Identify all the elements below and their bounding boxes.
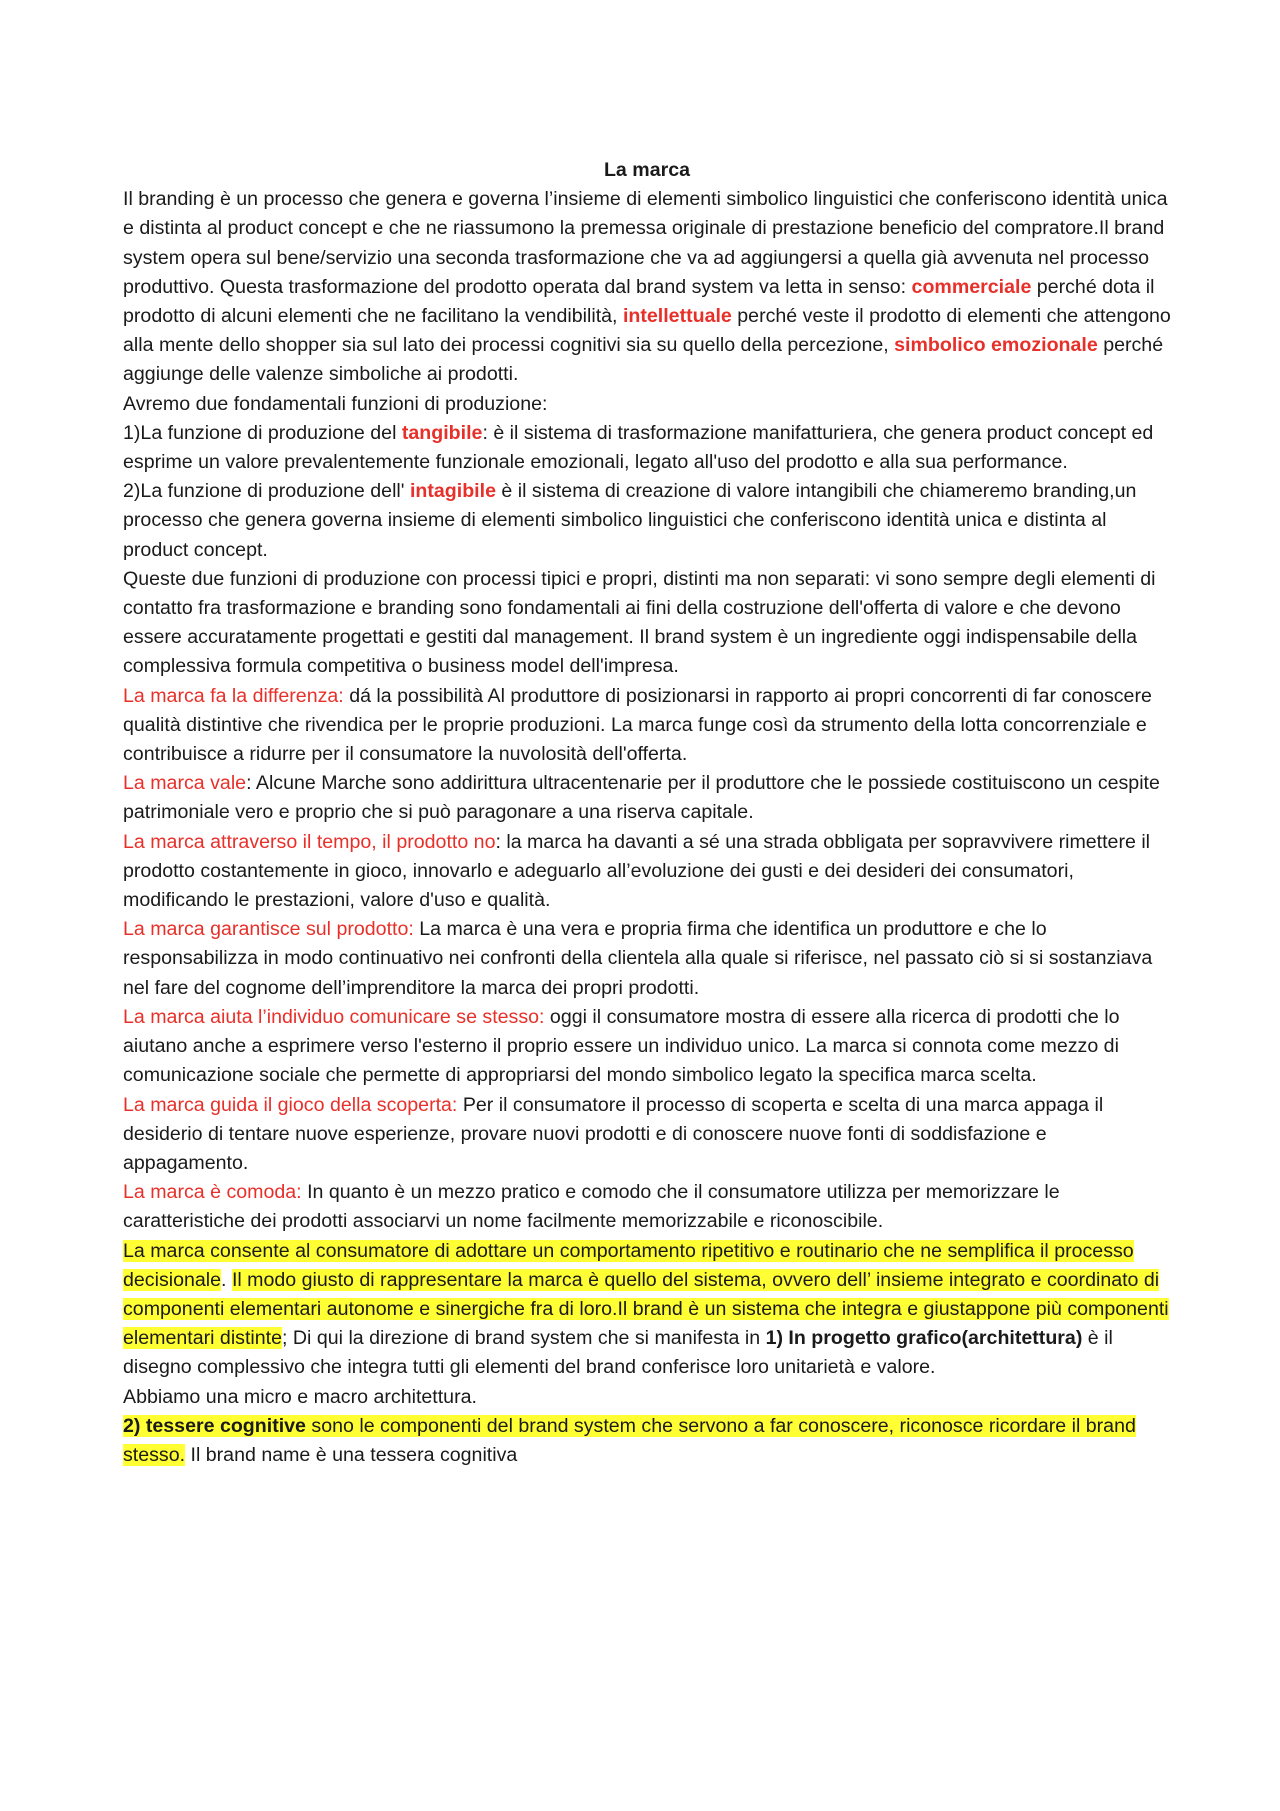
paragraph-vale xyxy=(123,769,1171,827)
heading-garantisce: La marca garantisce sul prodotto: xyxy=(123,918,414,941)
paragraph-tempo xyxy=(123,828,1171,916)
text: perché aggiunge delle valenze simboliche ai prodotti. xyxy=(123,334,1164,386)
text: 2)La funzione di produzione dell' xyxy=(123,480,410,503)
heading-comoda: La marca è comoda: xyxy=(123,1181,302,1204)
text: Per il consumatore il processo di scoperta e scelta di una marca appaga il desiderio di tentare nuove esperienze, provare nuovi prodotti e di conoscere nuove fonti di soddisfazione e appagamento. xyxy=(123,1093,1104,1174)
keyword-commerciale: commerciale xyxy=(911,275,1032,298)
text: . xyxy=(221,1268,232,1291)
keyword-intellettuale: intellettuale xyxy=(622,305,732,328)
paragraph-intro xyxy=(123,185,1171,389)
highlight-sistema: Il modo giusto di rappresentare la marca è quello del sistema, ovvero dell’ insieme integrato e coordinato di componenti elementari autonome e sinergiche fra di loro.Il brand è un sistema che integra e giustappone più componenti elementari distinte xyxy=(123,1268,1169,1350)
text: perché veste il prodotto di elementi che attengono alla mente dello shopper sia sul lato dei processi cognitivi sia su quello della percezione, xyxy=(123,305,1171,357)
highlight-tessere: sono le componenti del brand system che servono a far conoscere, riconosce ricordare il brand stesso. xyxy=(123,1414,1136,1466)
document-page xyxy=(123,156,1171,1470)
bold-tessere-cognitive: 2) tessere cognitive xyxy=(123,1414,306,1437)
keyword-simbolico-emozionale: simbolico emozionale xyxy=(894,334,1098,357)
text: 1)La funzione di produzione del xyxy=(123,421,402,444)
keyword-tangibile: tangibile xyxy=(401,421,483,444)
keyword-intagibile: intagibile xyxy=(409,480,496,503)
text: dá la possibilità Al produttore di posizionarsi in rapporto ai propri concorrenti di far conoscere qualità distintive che rivendica per le proprie produzioni. La marca funge così da strumento della lotta concorrenziale e contribuisce a ridurre per il consumatore la nuvolosità dell'offerta. xyxy=(123,684,1152,766)
text: oggi il consumatore mostra di essere alla ricerca di prodotti che lo aiutano anche a esprimere verso l'esterno il proprio essere un individuo unico. La marca si connota come mezzo di comunicazione sociale che permette di appropriarsi del mondo simbolico legato la specifica marca scelta. xyxy=(123,1005,1120,1087)
text: La marca è una vera e propria firma che identifica un produttore e che lo responsabilizza in modo continuativo nei confronti della clientela alla quale si riferisce, nel passato ciò si si sostanziava nel fare del cognome dell’imprenditore la marca dei propri prodotti. xyxy=(123,918,1153,999)
highlight-comportamento: La marca consente al consumatore di adottare un comportamento ripetitivo e routinario che ne semplifica il processo decisionale xyxy=(123,1239,1134,1291)
text: : la marca ha davanti a sé una strada obbligata per sopravvivere rimettere il prodotto costantemente in gioco, innovarlo e adeguarlo all’evoluzione dei gusti e dei desideri dei consumatori, modificando le prestazioni, valore d'uso e qualità. xyxy=(123,830,1151,912)
paragraph-comoda xyxy=(123,1178,1171,1236)
paragraph-architettura: Abbiamo una micro e macro architettura. xyxy=(123,1385,477,1408)
heading-vale: La marca vale xyxy=(123,772,247,795)
heading-differenza: La marca fa la differenza: xyxy=(123,684,344,707)
text: perché dota il prodotto di alcuni elementi che ne facilitano la vendibilità, xyxy=(123,275,1155,328)
page-title: La marca xyxy=(603,159,691,181)
paragraph-intangibile xyxy=(123,477,1171,565)
text: è il disegno complessivo che integra tutti gli elementi del brand conferisce loro unitarietà e valore. xyxy=(123,1327,1113,1379)
text: Il brand name è una tessera cognitiva xyxy=(185,1443,518,1466)
heading-tempo: La marca attraverso il tempo, il prodotto no xyxy=(123,830,496,853)
paragraph-garantisce xyxy=(123,915,1171,1003)
text: : Alcune Marche sono addirittura ultracentenarie per il produttore che le possiede costituiscono un cespite patrimoniale vero e proprio che si può paragonare a una riserva capitale. xyxy=(123,772,1160,824)
text: : è il sistema di trasformazione manifatturiera, che genera product concept ed esprime un valore prevalentemente funzionale emozionali, legato all'uso del prodotto e alla sua performance. xyxy=(123,421,1154,474)
paragraph-functions: Avremo due fondamentali funzioni di produzione: xyxy=(123,392,548,415)
paragraph-tangibile xyxy=(123,419,1171,477)
heading-comunicare: La marca aiuta l’individuo comunicare se stesso: xyxy=(123,1005,545,1028)
text: ; Di qui la direzione di brand system che si manifesta in xyxy=(282,1327,766,1350)
paragraph-tessere xyxy=(123,1412,1171,1470)
text: Il branding è un processo che genera e governa l’insieme di elementi simbolico linguistici che conferiscono identità unica e distinta al product concept e che ne riassumono la premessa originale di prestazione beneficio del compratore.Il brand system opera sul bene/servizio una seconda trasformazione che va ad aggiungersi a quella già avvenuta nel processo produttivo. Questa trasformazione del prodotto operata dal brand system va letta in senso: xyxy=(123,188,1168,298)
paragraph-two-functions: Queste due funzioni di produzione con processi tipici e propri, distinti ma non separati: vi sono sempre degli elementi di contatto fra trasformazione e branding sono fondamentali ai fini della costruzione dell'offerta di valore e che devono essere accuratamente progettati e gestiti dal management. Il brand system è un ingrediente oggi indispensabile della complessiva formula competitiva o business model dell'impresa. xyxy=(123,567,1156,678)
paragraph-comunicare xyxy=(123,1003,1171,1091)
text: è il sistema di creazione di valore intangibili che chiameremo branding,un processo che genera governa insieme di elementi simbolico linguistici che conferiscono identità unica e distinta al product concept. xyxy=(123,480,1137,561)
paragraph-sistema xyxy=(123,1237,1171,1383)
paragraph-differenza xyxy=(123,682,1171,770)
paragraph-scoperta xyxy=(123,1091,1171,1179)
bold-progetto-grafico: 1) In progetto grafico(architettura) xyxy=(765,1327,1083,1350)
text: In quanto è un mezzo pratico e comodo che il consumatore utilizza per memorizzare le caratteristiche dei prodotti associarvi un nome facilmente memorizzabile e riconoscibile. xyxy=(123,1181,1060,1233)
heading-scoperta: La marca guida il gioco della scoperta: xyxy=(123,1093,458,1116)
